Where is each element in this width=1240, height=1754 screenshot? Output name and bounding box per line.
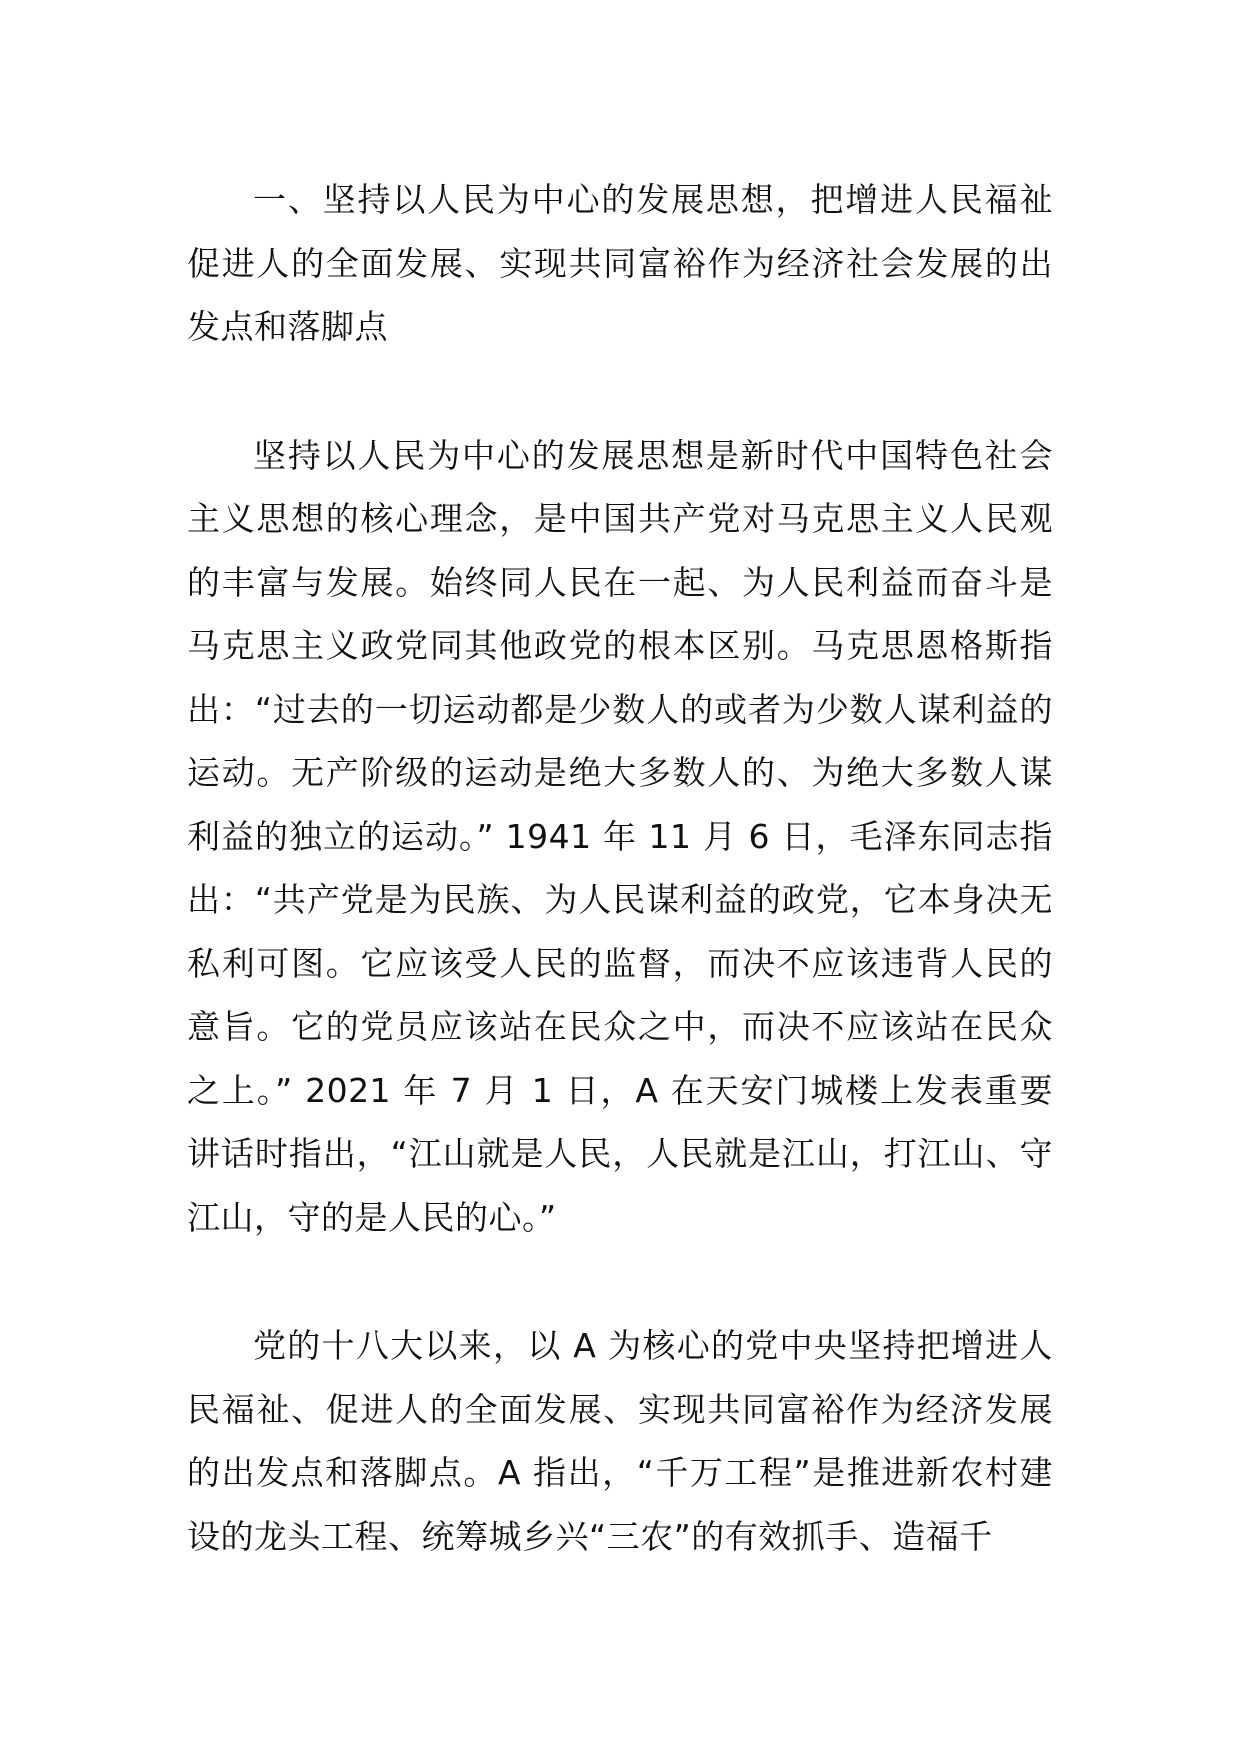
body-paragraph-1: 坚持以人民为中心的发展思想是新时代中国特色社会主义思想的核心理念，是中国共产党对马克思主义人民观的丰富与发展。始终同人民在一起、为人民利益而奋斗是马克思主义政党同其他政党的根本区别。马克思恩格斯指出：“过去的一切运动都是少数人的或者为少数人谋利益的运动。无产阶级的运动是绝大多数人的、为绝大多数人谋利益的独立的运动。” 1941 年 11 月 6 日，毛泽东同志指出：“共产党是为民族、为人民谋利益的政党，它本身决无私利可图。它应该受人民的监督，而决不应该违背人民的意旨。它的党员应该站在民众之中，而决不应该站在民众之上。” 2021 年 7 月 1 日，A 在天安门城楼上发表重要讲话时指出，“江山就是人民，人民就是江山，打江山、守江山，守的是人民的心。” <box>187 435 1053 1237</box>
body-paragraph-2: 党的十八大以来，以 A 为核心的党中央坚持把增进人民福祉、促进人的全面发展、实现共同富裕作为经济发展的出发点和落脚点。A 指出，“千万工程”是推进新农村建设的龙头工程、统筹城乡兴“三农”的有效抓手、造福千 <box>187 1326 1053 1556</box>
document-body <box>187 168 1053 1568</box>
section-heading: 一、坚持以人民为中心的发展思想，把增进人民福祉促进人的全面发展、实现共同富裕作为经济社会发展的出发点和落脚点 <box>187 180 1053 346</box>
paragraph-gap <box>187 1249 1053 1314</box>
paragraph-gap <box>187 359 1053 424</box>
